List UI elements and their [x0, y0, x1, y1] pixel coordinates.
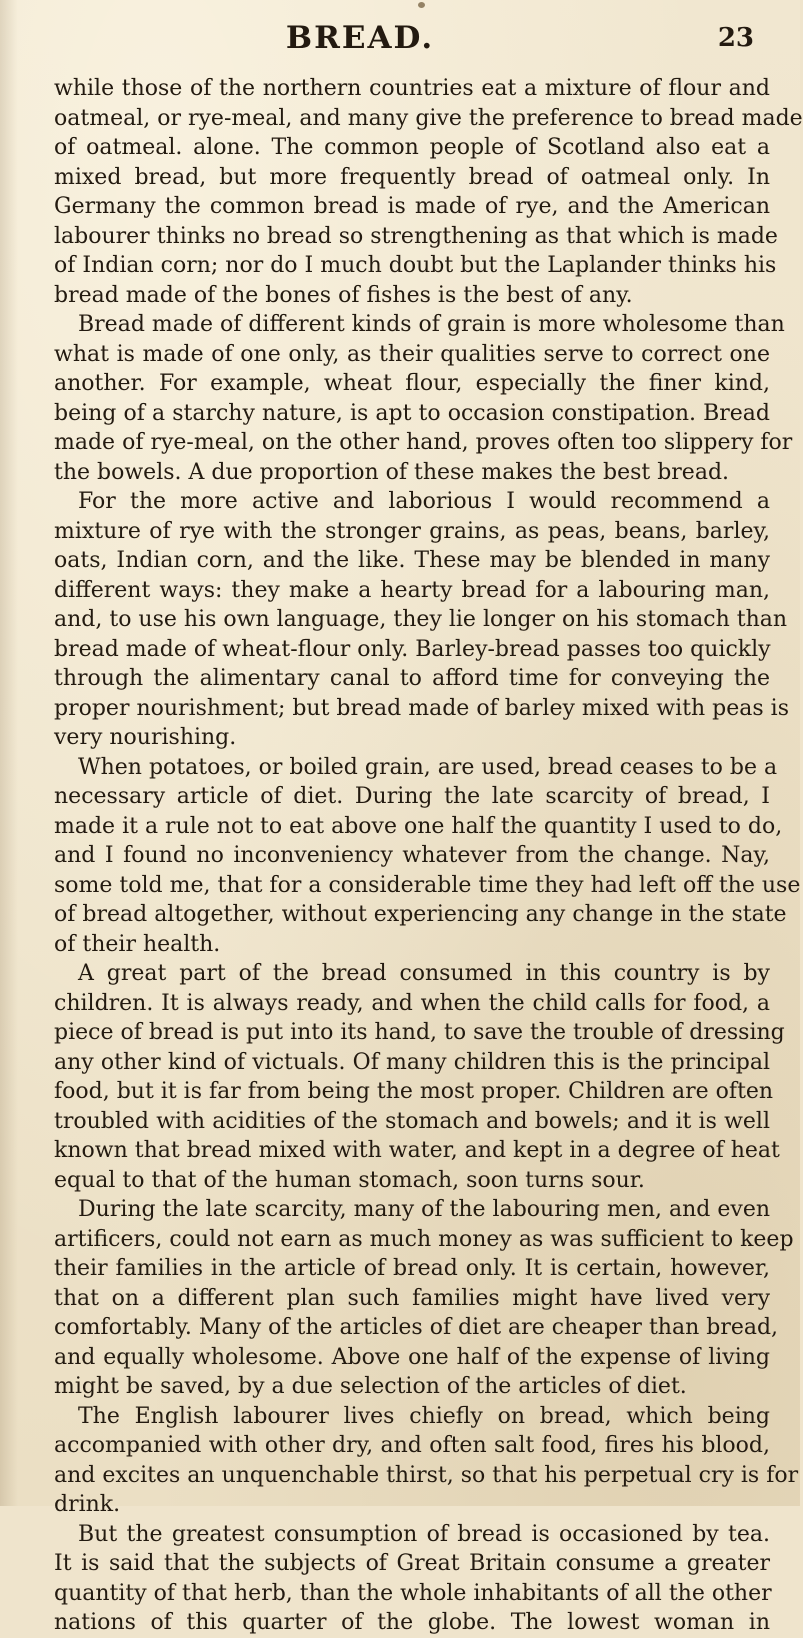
text-line: The English labourer lives chiefly on bread, which being [78, 1403, 770, 1429]
text-line: different ways: they make a hearty bread for a labouring man, [54, 577, 770, 603]
text-line: piece of bread is put into its hand, to save the trouble of dressing [54, 1020, 785, 1045]
text-line: that on a different plan such families might have lived very [54, 1285, 770, 1311]
text-line: known that bread mixed with water, and kept in a degree of heat [54, 1138, 780, 1163]
text-line: For the more active and laborious I would recommend a [78, 489, 770, 514]
text-line: while those of the northern countries eat a mixture of flour and [54, 76, 770, 101]
text-line: food, but it is far from being the most proper. Children are often [54, 1079, 774, 1104]
text-line: and, to use his own language, they lie longer on his stomach than [54, 607, 788, 632]
page-number: 23 [717, 23, 754, 53]
text-line: made of rye-meal, on the other hand, proves often too slippery for [54, 430, 793, 455]
text-line: their families in the article of bread only. It is certain, however, [54, 1256, 770, 1281]
text-line: and excites an unquenchable thirst, so that his perpetual cry is for [54, 1462, 799, 1488]
running-head [50, 20, 776, 60]
text-line: mixed bread, but more frequently bread of oatmeal only. In [54, 164, 770, 190]
text-line: But the greatest consumption of bread is occasioned by tea. [78, 1521, 770, 1547]
text-line: children. It is always ready, and when the child calls for food, a [54, 990, 770, 1016]
text-line: through the alimentary canal to afford time for conveying the [54, 666, 770, 691]
text-line: of oatmeal. alone. The common people of Scotland also eat a [54, 135, 770, 160]
running-title: BREAD. [285, 20, 435, 56]
text-line: might be saved, by a due selection of the articles of diet. [54, 1374, 687, 1399]
text-line: bread made of the bones of fishes is the best of any. [54, 282, 633, 308]
text-line: mixture of rye with the stronger grains, as peas, beans, barley, [54, 518, 770, 544]
text-line: oatmeal, or rye-meal, and many give the preference to bread made [54, 105, 803, 131]
ink-speck [418, 2, 425, 8]
text-line: It is said that the subjects of Great Britain consume a greater [54, 1551, 770, 1576]
text-line: troubled with acidities of the stomach and bowels; and it is well [54, 1108, 770, 1134]
body-text [54, 74, 803, 1638]
text-line: what is made of one only, as their qualities serve to correct one [54, 341, 770, 367]
text-line: accompanied with other dry, and often salt food, fires his blood, [54, 1433, 770, 1458]
text-line: of Indian corn; nor do I much doubt but the Laplander thinks his [54, 253, 777, 278]
text-line: oats, Indian corn, and the like. These may be blended in many [54, 548, 770, 573]
text-line: bread made of wheat-flour only. Barley-bread passes too quickly [54, 636, 771, 662]
text-line: proper nourishment; but bread made of barley mixed with peas is [54, 695, 789, 721]
text-line: nations of this quarter of the globe. The lowest woman in [54, 1610, 770, 1635]
text-line: another. For example, wheat flour, especially the finer kind, [54, 371, 770, 396]
text-line: Germany the common bread is made of rye, and the American [54, 194, 770, 219]
text-line: quantity of that herb, than the whole inhabitants of all the other [54, 1580, 772, 1606]
text-line: some told me, that for a considerable time they had left off the use [54, 872, 801, 898]
text-line: necessary article of diet. During the late scarcity of bread, I [54, 784, 770, 809]
page-edge-shadow [0, 0, 18, 1506]
text-line: labourer thinks no bread so strengthening as that which is made [54, 223, 778, 249]
text-line: When potatoes, or boiled grain, are used, bread ceases to be a [78, 754, 778, 780]
text-line: Bread made of different kinds of grain is more wholesome than [78, 312, 785, 337]
text-line: and equally wholesome. Above one half of the expense of living [54, 1344, 770, 1370]
text-line: of bread altogether, without experiencing any change in the state [54, 902, 787, 927]
text-line: being of a starchy nature, is apt to occasion constipation. Bread [54, 400, 770, 426]
text-line: of their health. [54, 931, 221, 957]
text-line: any other kind of victuals. Of many children this is the principal [54, 1049, 770, 1075]
text-line: equal to that of the human stomach, soon turns sour. [54, 1167, 645, 1193]
text-line: made it a rule not to eat above one half the quantity I used to do, [54, 813, 783, 839]
text-line: very nourishing. [54, 725, 237, 750]
text-line: artificers, could not earn as much money as was sufficient to keep [54, 1226, 794, 1252]
text-line: During the late scarcity, many of the labouring men, and even [78, 1197, 771, 1222]
text-line: A great part of the bread consumed in this country is by [78, 961, 770, 986]
text-line: the bowels. A due proportion of these makes the best bread. [54, 459, 730, 485]
text-line: drink. [54, 1492, 121, 1517]
text-line: and I found no inconveniency whatever from the change. Nay, [54, 843, 770, 868]
text-line: comfortably. Many of the articles of diet are cheaper than bread, [54, 1315, 779, 1340]
